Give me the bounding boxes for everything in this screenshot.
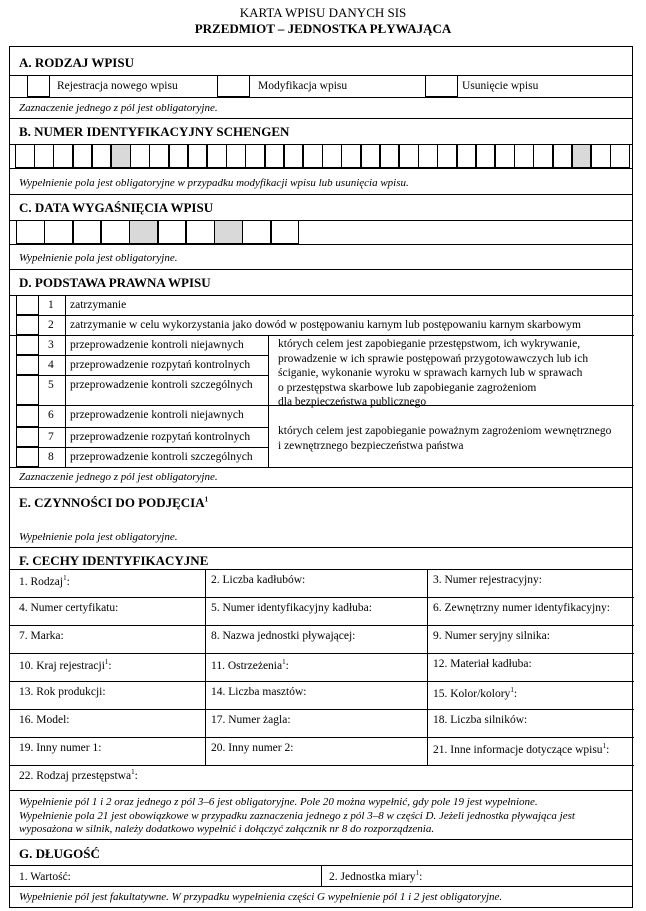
legal-basis-checkbox-2[interactable] bbox=[16, 315, 39, 335]
section-d-title: D. PODSTAWA PRAWNA WPISU bbox=[19, 275, 211, 290]
identification-field-19[interactable]: 19. Inny numer 1: bbox=[19, 742, 102, 754]
identification-field-20[interactable]: 20. Inny numer 2: bbox=[211, 742, 294, 754]
legal-basis-label: zatrzymanie w celu wykorzystania jako dowód w postępowaniu karnym lub postępowaniu karnym skarbowym bbox=[70, 319, 581, 331]
checkbox-modify-entry[interactable] bbox=[217, 75, 250, 97]
legal-basis-label: przeprowadzenie rozpytań kontrolnych bbox=[70, 359, 251, 371]
checkbox-new-entry[interactable] bbox=[27, 75, 50, 97]
section-a-note: Zaznaczenie jednego z pól jest obligatoryjne. bbox=[19, 102, 218, 114]
identification-field-5[interactable]: 5. Numer identyfikacyjny kadłuba: bbox=[211, 602, 372, 614]
expiry-date-digit-box[interactable] bbox=[158, 220, 187, 244]
schengen-digit-box[interactable] bbox=[437, 144, 457, 168]
schengen-digit-box[interactable] bbox=[495, 144, 515, 168]
legal-basis-label: przeprowadzenie kontroli szczególnych bbox=[70, 451, 253, 463]
section-c-title: C. DATA WYGAŚNIĘCIA WPISU bbox=[19, 200, 214, 215]
legal-basis-checkbox-6[interactable] bbox=[16, 405, 39, 427]
schengen-digit-box[interactable] bbox=[514, 144, 534, 168]
expiry-date-digit-box[interactable] bbox=[73, 220, 102, 244]
legal-basis-label: przeprowadzenie rozpytań kontrolnych bbox=[70, 431, 251, 443]
section-b-note: Wypełnienie pola jest obligatoryjne w przypadku modyfikacji wpisu lub usunięcia wpisu. bbox=[19, 177, 409, 189]
identification-field-16[interactable]: 16. Model: bbox=[19, 714, 70, 726]
schengen-digit-box[interactable] bbox=[226, 144, 246, 168]
identification-field-2[interactable]: 2. Liczba kadłubów: bbox=[211, 574, 306, 586]
identification-field-18[interactable]: 18. Liczba silników: bbox=[433, 714, 528, 726]
legal-basis-label: zatrzymanie bbox=[70, 299, 127, 311]
expiry-date-digit-box[interactable] bbox=[44, 220, 73, 244]
identification-field-6[interactable]: 6. Zewnętrzny numer identyfikacyjny: bbox=[433, 602, 610, 614]
identification-field-11[interactable]: 11. Ostrzeżenia$^1$: bbox=[211, 658, 289, 672]
legal-basis-checkbox-4[interactable] bbox=[16, 355, 39, 375]
schengen-digit-box[interactable] bbox=[53, 144, 73, 168]
legal-basis-number: 7 bbox=[48, 431, 54, 443]
identification-field-14[interactable]: 14. Liczba masztów: bbox=[211, 686, 307, 698]
schengen-digit-box[interactable] bbox=[265, 144, 285, 168]
option-delete-entry: Usunięcie wpisu bbox=[462, 80, 539, 92]
section-g-title: G. DŁUGOŚĆ bbox=[19, 846, 100, 861]
schengen-digit-box[interactable] bbox=[457, 144, 477, 168]
schengen-digit-box[interactable] bbox=[149, 144, 169, 168]
identification-field-13[interactable]: 13. Rok produkcji: bbox=[19, 686, 106, 698]
expiry-date-digit-box[interactable] bbox=[271, 220, 300, 244]
expiry-date-digit-box[interactable] bbox=[101, 220, 130, 244]
field-22-offence-type[interactable]: 22. Rodzaj przestępstwa$^1$: bbox=[19, 768, 138, 782]
schengen-digit-box[interactable] bbox=[553, 144, 573, 168]
purpose-crime-prevention: których celem jest zapobieganie przestępstwom, ich wykrywanie, prowadzenie w ich sprawie postępowań przygotowawczych lub ich ściganie, wykonanie wyroku w sprawach karnych lub w sprawach o przestępstwa skarbowe lub zapobieganie zagrożeniom dla bezpieczeństwa publicznego bbox=[278, 338, 589, 408]
schengen-digit-box[interactable] bbox=[73, 144, 93, 168]
identification-field-7[interactable]: 7. Marka: bbox=[19, 630, 64, 642]
schengen-digit-box[interactable] bbox=[380, 144, 400, 168]
legal-basis-checkbox-1[interactable] bbox=[16, 295, 39, 315]
legal-basis-number: 6 bbox=[48, 409, 54, 421]
schengen-digit-box[interactable] bbox=[361, 144, 381, 168]
expiry-date-digit-box[interactable] bbox=[242, 220, 271, 244]
expiry-date-digit-box[interactable] bbox=[186, 220, 215, 244]
schengen-digit-box[interactable] bbox=[572, 144, 592, 168]
legal-basis-label: przeprowadzenie kontroli niejawnych bbox=[70, 409, 244, 421]
checkbox-delete-entry[interactable] bbox=[425, 75, 458, 97]
identification-field-8[interactable]: 8. Nazwa jednostki pływającej: bbox=[211, 630, 356, 642]
legal-basis-label: przeprowadzenie kontroli szczególnych bbox=[70, 379, 253, 391]
schengen-digit-box[interactable] bbox=[130, 144, 150, 168]
legal-basis-number: 2 bbox=[48, 319, 54, 331]
schengen-digit-box[interactable] bbox=[111, 144, 131, 168]
section-f-title: F. CECHY IDENTYFIKACYJNE bbox=[19, 553, 209, 568]
expiry-date-digit-box[interactable] bbox=[129, 220, 158, 244]
legal-basis-label: przeprowadzenie kontroli niejawnych bbox=[70, 339, 244, 351]
schengen-digit-box[interactable] bbox=[303, 144, 323, 168]
section-e-note: Wypełnienie pola jest obligatoryjne. bbox=[19, 531, 178, 543]
form-title: KARTA WPISU DANYCH SIS bbox=[239, 5, 407, 20]
section-f-note: Wypełnienie pól 1 i 2 oraz jednego z pól 3–6 jest obligatoryjne. Pole 20 można wypełnić, gdy pole 19 jest wypełnione. Wypełnienie pola 21 jest obowiązkowe w przypadku zaznaczenia jednego z pól 3–8 w części D. Jeżeli jednostka pływająca jest wyposażona w silnik, należy dodatkowo wypełnić i dołączyć załącznik nr 8 do rozporządzenia. bbox=[19, 796, 575, 835]
legal-basis-checkbox-7[interactable] bbox=[16, 427, 39, 447]
identification-field-17[interactable]: 17. Numer żagla: bbox=[211, 714, 291, 726]
section-e-title: E. CZYNNOŚCI DO PODJĘCIA$^1$ bbox=[19, 495, 209, 510]
identification-field-4[interactable]: 4. Numer certyfikatu: bbox=[19, 602, 119, 614]
schengen-digit-box[interactable] bbox=[188, 144, 208, 168]
section-c-note: Wypełnienie pola jest obligatoryjne. bbox=[19, 252, 178, 264]
identification-field-3[interactable]: 3. Numer rejestracyjny: bbox=[433, 574, 542, 586]
identification-field-21[interactable]: 21. Inne informacje dotyczące wpisu$^1$: bbox=[433, 742, 610, 756]
purpose-state-security: których celem jest zapobieganie poważnym zagrożeniom wewnętrznego i zewnętrznego bezpieczeństwa państwa bbox=[278, 425, 612, 452]
identification-field-12[interactable]: 12. Materiał kadłuba: bbox=[433, 658, 532, 670]
legal-basis-checkbox-5[interactable] bbox=[16, 375, 39, 405]
legal-basis-checkbox-8[interactable] bbox=[16, 447, 39, 467]
schengen-digit-box[interactable] bbox=[207, 144, 227, 168]
option-modify-entry: Modyfikacja wpisu bbox=[258, 80, 348, 92]
legal-basis-number: 8 bbox=[48, 451, 54, 463]
legal-basis-number: 3 bbox=[48, 339, 54, 351]
schengen-digit-box[interactable] bbox=[341, 144, 361, 168]
schengen-digit-box[interactable] bbox=[92, 144, 112, 168]
schengen-digit-box[interactable] bbox=[15, 144, 35, 168]
identification-field-15[interactable]: 15. Kolor/kolory$^1$: bbox=[433, 686, 518, 700]
section-a-title: A. RODZAJ WPISU bbox=[19, 55, 134, 70]
form-subtitle: PRZEDMIOT – JEDNOSTKA PŁYWAJĄCA bbox=[194, 21, 452, 36]
legal-basis-number: 5 bbox=[48, 379, 54, 391]
identification-field-10[interactable]: 10. Kraj rejestracji$^1$: bbox=[19, 658, 112, 672]
form-body bbox=[9, 46, 633, 908]
identification-field-9[interactable]: 9. Numer seryjny silnika: bbox=[433, 630, 550, 642]
legal-basis-checkbox-3[interactable] bbox=[16, 335, 39, 355]
schengen-digit-box[interactable] bbox=[418, 144, 438, 168]
field-length-value[interactable]: 1. Wartość: bbox=[19, 871, 71, 883]
schengen-digit-box[interactable] bbox=[610, 144, 630, 168]
section-g-note: Wypełnienie pól jest fakultatywne. W przypadku wypełnienia części G wypełnienie pól 1 i 2 jest obligatoryjne. bbox=[19, 891, 503, 903]
schengen-digit-box[interactable] bbox=[34, 144, 54, 168]
schengen-digit-box[interactable] bbox=[245, 144, 265, 168]
schengen-digit-box[interactable] bbox=[476, 144, 496, 168]
section-d-note: Zaznaczenie jednego z pól jest obligatoryjne. bbox=[19, 471, 218, 483]
schengen-digit-box[interactable] bbox=[284, 144, 304, 168]
expiry-date-digit-box[interactable] bbox=[16, 220, 45, 244]
actions-field[interactable] bbox=[10, 515, 632, 529]
schengen-digit-box[interactable] bbox=[591, 144, 611, 168]
schengen-digit-box[interactable] bbox=[322, 144, 342, 168]
legal-basis-number: 4 bbox=[48, 359, 54, 371]
schengen-digit-box[interactable] bbox=[399, 144, 419, 168]
schengen-digit-box[interactable] bbox=[533, 144, 553, 168]
expiry-date-digit-box[interactable] bbox=[214, 220, 243, 244]
schengen-digit-box[interactable] bbox=[169, 144, 189, 168]
field-length-unit[interactable]: 2. Jednostka miary$^1$: bbox=[329, 869, 423, 883]
legal-basis-number: 1 bbox=[48, 299, 54, 311]
section-b-title: B. NUMER IDENTYFIKACYJNY SCHENGEN bbox=[19, 124, 290, 139]
option-new-entry: Rejestracja nowego wpisu bbox=[57, 80, 178, 92]
identification-field-1[interactable]: 1. Rodzaj$^1$: bbox=[19, 574, 70, 588]
